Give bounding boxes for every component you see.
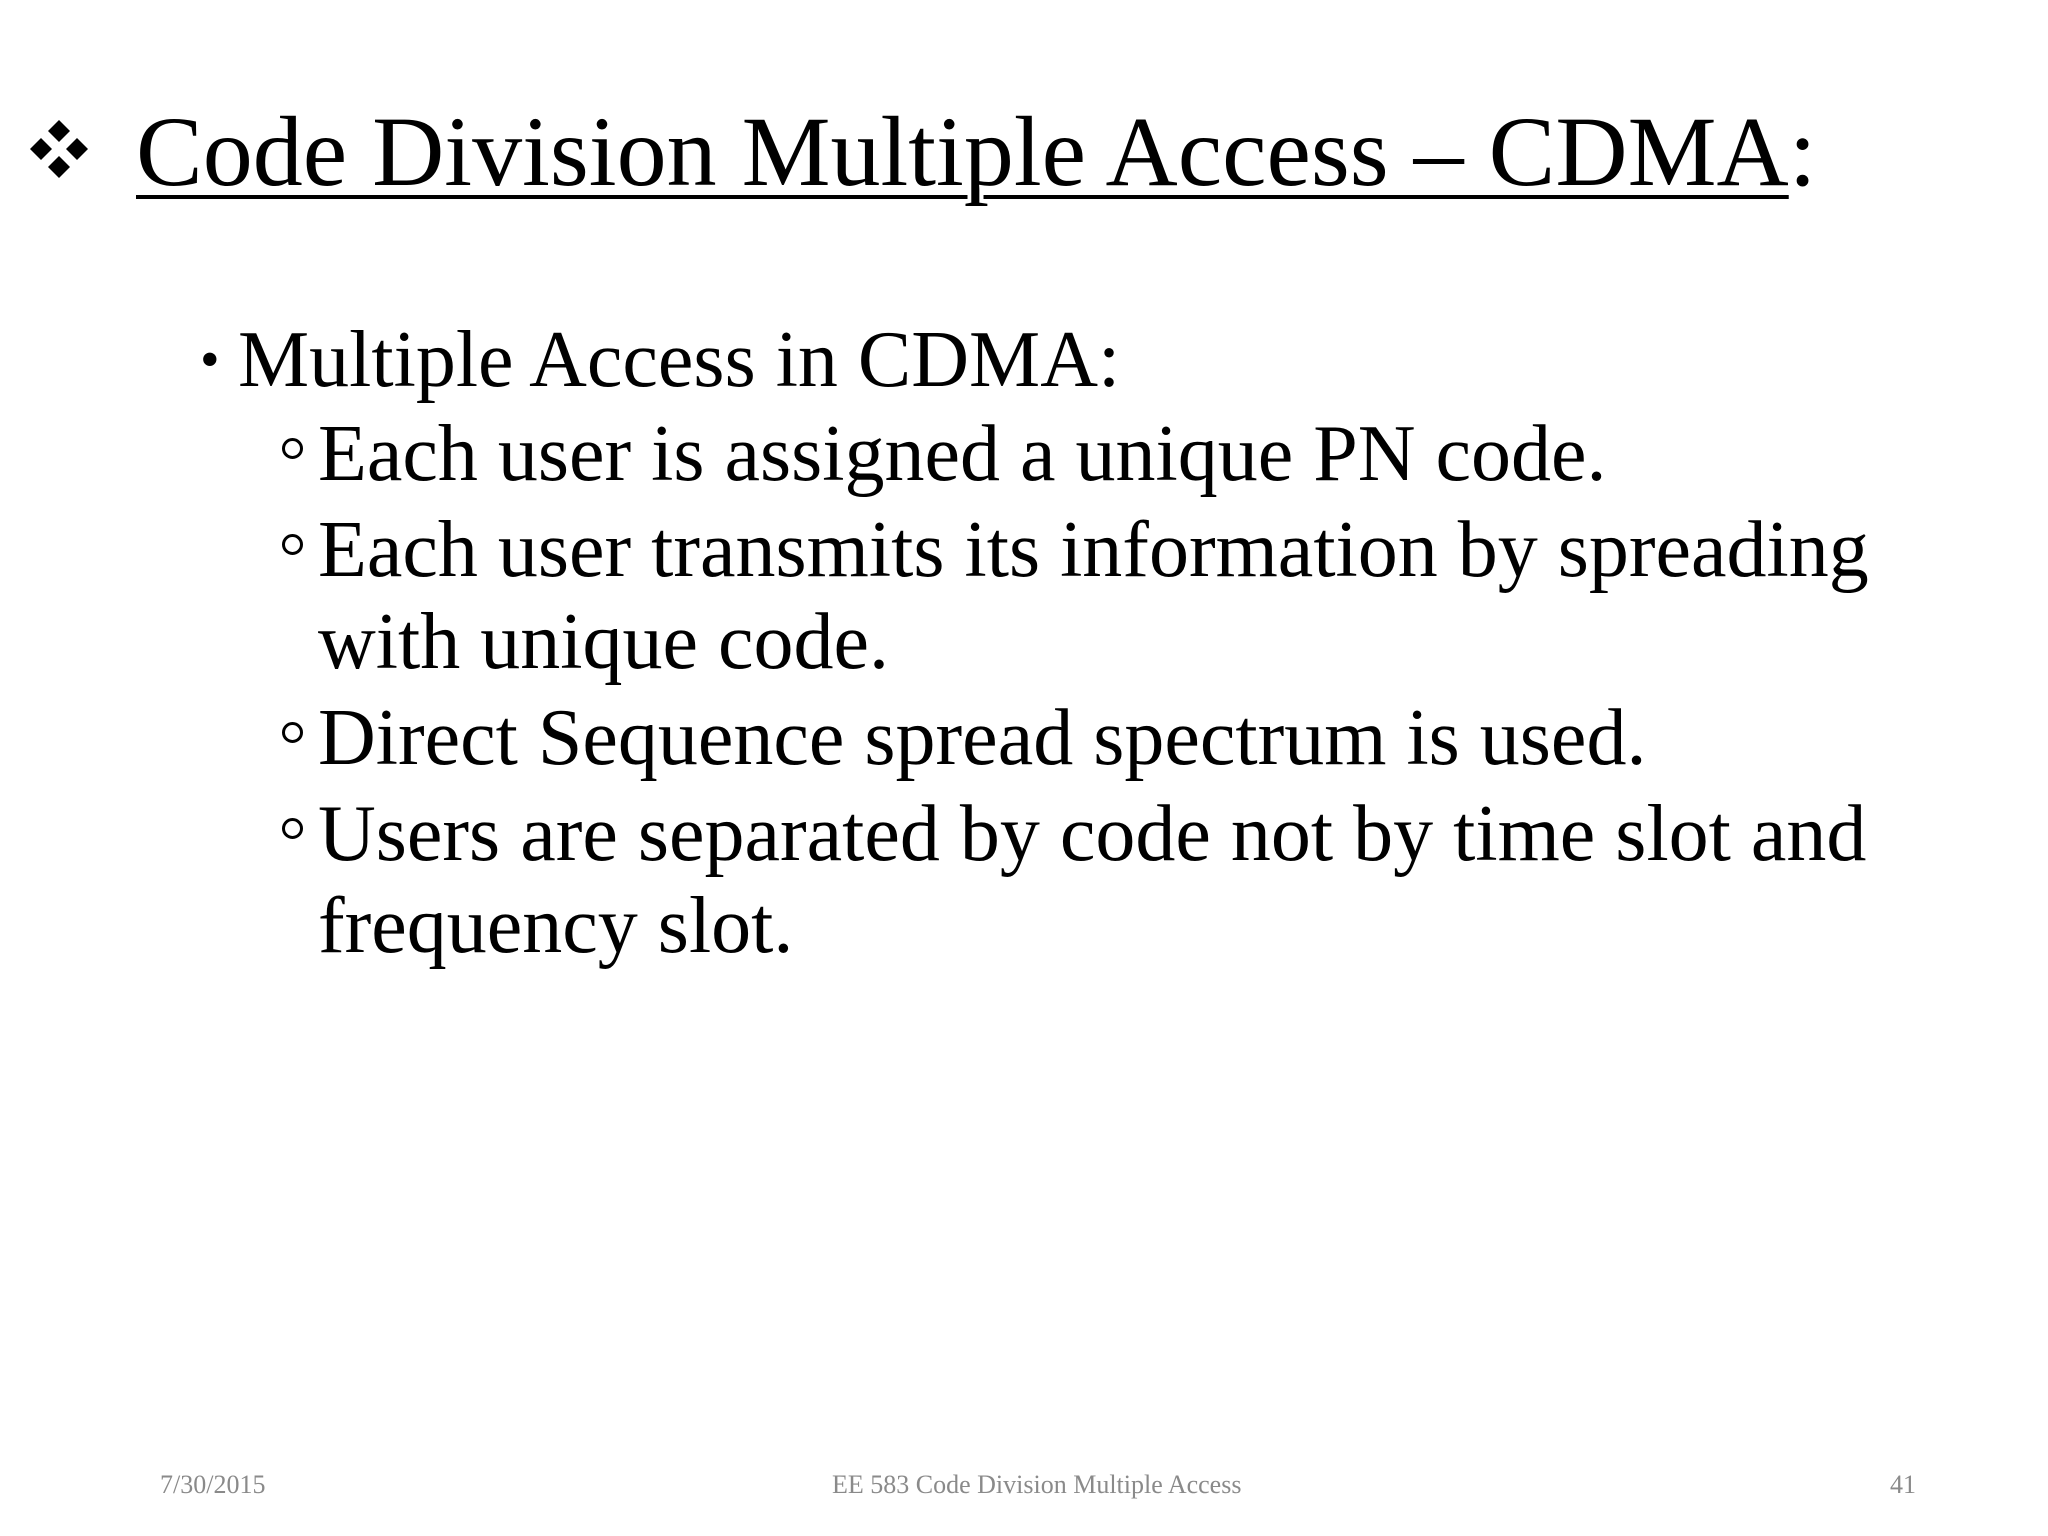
- bullet-text: Multiple Access in CDMA:: [238, 316, 1121, 404]
- circle-bullet-icon: [282, 818, 303, 839]
- sub-bullet-item: [280, 504, 1980, 688]
- sub-bullet-text: Each user is assigned a unique PN code.: [318, 410, 1607, 498]
- sub-bullet-text: Each user transmits its information by spreading with unique code.: [318, 506, 1869, 686]
- bullet-dot-icon: •: [200, 329, 220, 391]
- slide-title-colon: :: [1788, 96, 1817, 207]
- footer-course-title: EE 583 Code Division Multiple Access: [832, 1470, 1242, 1499]
- sub-bullet-text: Users are separated by code not by time slot and frequency slot.: [318, 790, 1867, 970]
- sub-bullet-list: [280, 408, 1980, 976]
- footer-date: 7/30/2015: [160, 1470, 266, 1499]
- sub-bullet-item: [280, 408, 1980, 500]
- footer-page-number: 41: [1890, 1470, 1916, 1499]
- slide-title: [136, 92, 1817, 212]
- circle-bullet-icon: [282, 534, 303, 555]
- circle-bullet-icon: [282, 722, 303, 743]
- slide-title-text: Code Division Multiple Access – CDMA: [136, 96, 1789, 207]
- sub-bullet-text: Direct Sequence spread spectrum is used.: [318, 694, 1647, 782]
- circle-bullet-icon: [282, 438, 303, 459]
- diamond-four-icon: [26, 116, 92, 182]
- sub-bullet-item: [280, 692, 1980, 784]
- sub-bullet-item: [280, 788, 1980, 972]
